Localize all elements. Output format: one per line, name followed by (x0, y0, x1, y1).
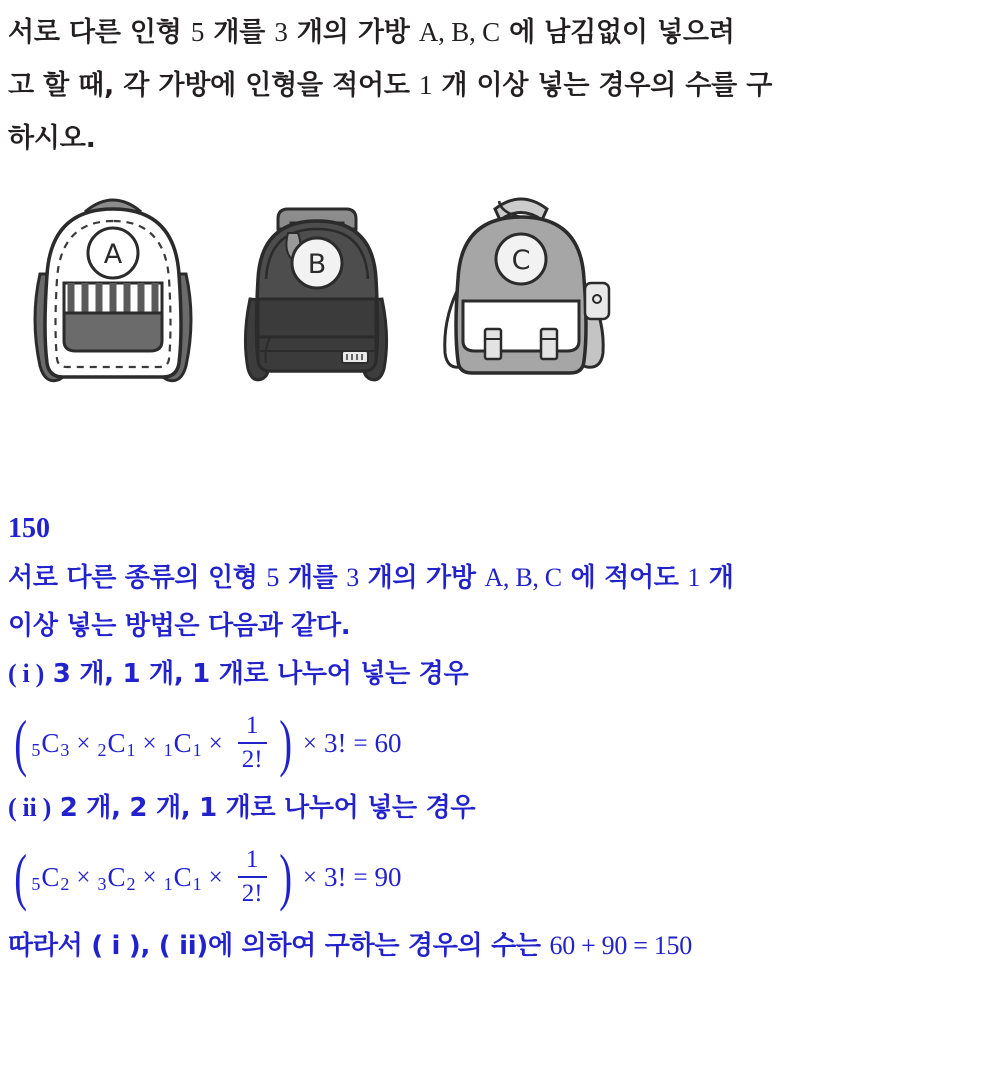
conclusion-math: 60 + 90 = 150 (549, 931, 692, 960)
answer-intro-bags: A, B, C (484, 563, 562, 592)
question-line1-part-b: 개를 (204, 17, 275, 48)
formula-1-op-3: × (208, 729, 223, 757)
formula-2-result: 90 (374, 861, 402, 892)
backpack-a-label: A (103, 239, 123, 270)
formula-1-comb-2: 2 C 1 (97, 727, 136, 760)
answer-intro-part-d: 에 적어도 (561, 563, 688, 593)
answer-intro-part-c: 개의 가방 (358, 563, 485, 593)
case-2-formula (10, 842, 983, 912)
formula-1-op-2: × (142, 729, 157, 757)
case-1-label: ( i ) (8, 659, 45, 688)
question-line1-part-c: 개의 가방 (287, 17, 419, 48)
formula-1-comb-3: 1 C 1 (163, 727, 202, 760)
conclusion-line (8, 926, 983, 966)
question-line1-part-d: 에 남김없이 넣으려 (499, 17, 735, 48)
answer-intro-line-1 (8, 554, 983, 602)
answer-intro-num2: 3 (346, 563, 359, 592)
formula-2-factorial: 3! (323, 861, 347, 892)
answer-intro-line-2: 이상 넣는 방법은 다음과 같다. (8, 611, 351, 641)
formula-1-op-1: × (76, 729, 91, 757)
question-text (8, 0, 983, 165)
backpack-b-label: B (307, 249, 327, 280)
formula-2-op-2: × (142, 863, 157, 891)
question-line2-num: 1 (418, 70, 433, 100)
formula-2-op-3: × (208, 863, 223, 891)
formula-2-comb-2: 3 C 2 (97, 861, 136, 894)
backpack-c-label: C (511, 245, 531, 276)
question-line1-num1: 5 (190, 17, 205, 47)
formula-2-comb-3: 1 C 1 (163, 861, 202, 894)
fraction-bar (238, 876, 267, 878)
formula-1-paren-close: ) (278, 706, 292, 778)
backpack-c (423, 179, 623, 394)
formula-2-equals: = (353, 863, 368, 891)
case-2-label: ( ii ) (8, 793, 51, 822)
case-1-label-line (8, 650, 983, 698)
answer-number: 150 (8, 513, 50, 544)
answer-intro-part-a: 서로 다른 종류의 인형 (8, 563, 267, 593)
formula-1-comb-1: 5 C 3 (31, 727, 70, 760)
formula-1-factorial: 3! (323, 727, 347, 758)
question-line1-part-a: 서로 다른 인형 (8, 17, 191, 48)
answer-intro-part-e: 개 (700, 563, 734, 593)
question-line2-part-b: 개 이상 넣는 경우의 수를 구 (432, 70, 773, 101)
question-line-3: 하시오. (8, 123, 96, 154)
formula-1-fraction: $\frac{1}{2!}$ (238, 713, 267, 774)
question-line2-part-a: 고 할 때, 각 가방에 인형을 적어도 (8, 70, 419, 101)
formula-2-comb-1: 5 C 2 (31, 861, 70, 894)
case-1-formula (10, 708, 983, 778)
answer-intro-num3: 1 (687, 563, 701, 592)
formula-2-fraction: $\frac{1}{2!}$ (238, 847, 267, 908)
backpack-b (230, 179, 405, 394)
formula-2-paren-open: ( (14, 840, 28, 912)
formula-1-op-4: × (302, 729, 317, 757)
formula-2-paren-close: ) (278, 840, 292, 912)
backpack-a (18, 179, 208, 394)
question-line-1 (8, 6, 983, 59)
question-line1-num2: 3 (274, 17, 288, 47)
answer-intro-part-b: 개를 (279, 563, 347, 593)
formula-1-equals: = (353, 729, 368, 757)
conclusion-text: 따라서 ( i ), ( ii)에 의하여 구하는 경우의 수는 (8, 931, 550, 961)
formula-1-paren-open: ( (14, 706, 28, 778)
formula-2-op-4: × (302, 863, 317, 891)
formula-2-op-1: × (76, 863, 91, 891)
case-2-text: 2 개, 2 개, 1 개로 나누어 넣는 경우 (50, 793, 476, 823)
case-2-label-line (8, 784, 983, 832)
case-1-text: 3 개, 1 개, 1 개로 나누어 넣는 경우 (44, 659, 469, 689)
backpack-illustration (8, 179, 985, 409)
question-line1-bags: A, B, C (418, 17, 500, 47)
answer-block (8, 512, 983, 966)
question-line-2 (8, 59, 983, 112)
fraction-bar (238, 742, 267, 744)
formula-1-result: 60 (374, 727, 402, 758)
answer-intro-num1: 5 (266, 563, 280, 592)
